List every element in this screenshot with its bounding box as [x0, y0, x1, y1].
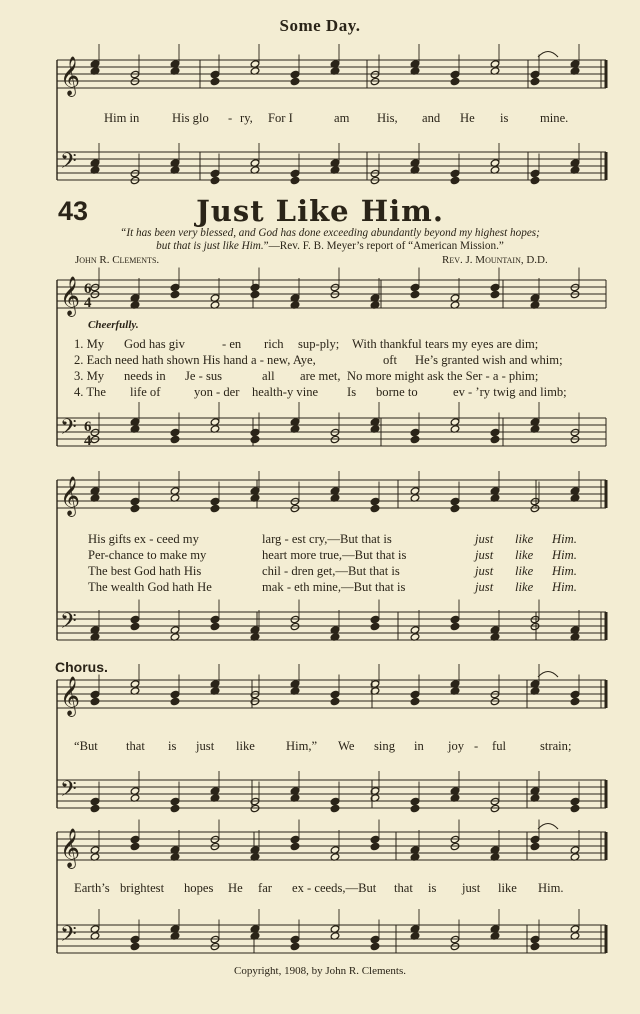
note-head [450, 176, 460, 184]
lyric-word: like [515, 564, 534, 578]
note-head [450, 70, 460, 78]
lyric-word: No more might ask the Ser - a - phim; [347, 369, 539, 383]
lyric-word: We [338, 739, 355, 753]
lyricist-credit: John R. Clements. [75, 254, 160, 266]
note-head [410, 283, 420, 291]
note-head [530, 842, 540, 850]
note-head [450, 504, 460, 512]
note-head [90, 797, 100, 805]
note-head [90, 283, 100, 291]
lyric-word: like [515, 532, 534, 546]
lyric-word: and [422, 111, 441, 125]
note-head [130, 835, 140, 843]
lyric-word: For I [268, 111, 293, 125]
lyric-word: just [475, 548, 494, 562]
note-head [570, 290, 580, 298]
lyric-word: just [475, 564, 494, 578]
note-head [130, 497, 140, 505]
lyric-word: Is [347, 385, 357, 399]
lyric-word: sing [374, 739, 395, 753]
note-head [210, 176, 220, 184]
note-head [330, 690, 340, 698]
lyric-word: God has giv [124, 337, 185, 351]
note-head [370, 935, 380, 943]
lyric-word: mine. [540, 111, 569, 125]
lyric-word: He [460, 111, 475, 125]
note-head [290, 622, 300, 630]
note-head [170, 797, 180, 805]
lyric-word: that [126, 739, 145, 753]
note-head [370, 176, 380, 184]
lyric-word: Je - sus [185, 369, 223, 383]
note-head [170, 428, 180, 436]
lyric-word: borne to [376, 385, 418, 399]
chorus-label: Chorus. [55, 659, 108, 675]
note-head [90, 697, 100, 705]
lyric-word: Him. [552, 580, 577, 594]
hymn-number: 43 [58, 196, 89, 226]
note-head [410, 428, 420, 436]
lyric-word: The best God hath His [88, 564, 202, 578]
lyric-word: Him. [552, 548, 577, 562]
note-head [370, 497, 380, 505]
lyric-word: - [228, 111, 233, 125]
note-head [570, 697, 580, 705]
lyric-word: is [500, 111, 509, 125]
note-head [530, 622, 540, 630]
note-head [210, 497, 220, 505]
note-head [210, 835, 220, 843]
note-head [410, 290, 420, 298]
note-head [290, 176, 300, 184]
note-head [250, 290, 260, 298]
time-signature-top-bass: 6 [84, 419, 92, 435]
note-head [90, 804, 100, 812]
fermata-icon [538, 672, 558, 678]
lyric-word: Per-chance to make my [88, 548, 207, 562]
lyric-word: He [228, 881, 243, 895]
note-head [250, 283, 260, 291]
lyric-word: With thankful tears my eyes are dim; [352, 337, 539, 351]
copyright-notice: Copyright, 1908, by John R. Clements. [233, 965, 407, 977]
note-head [290, 497, 300, 505]
note-head [450, 615, 460, 623]
treble-clef-icon: 𝄞 [60, 676, 81, 716]
lyric-word: just [196, 739, 215, 753]
lyric-word: larg - est cry,—But that is [262, 532, 392, 546]
note-head [210, 504, 220, 512]
note-head [490, 690, 500, 698]
lyric-word: mak - eth mine,—But that is [262, 580, 406, 594]
note-head [450, 497, 460, 505]
time-signature-top-treble: 6 [84, 281, 92, 297]
note-head [330, 290, 340, 298]
note-head [130, 70, 140, 78]
epigraph-line-2 [60, 240, 600, 252]
lyric-word: strain; [540, 739, 572, 753]
lyric-word: far [258, 881, 272, 895]
note-head [210, 169, 220, 177]
lyric-word: 2. Each need hath shown His hand a - new, Aye, [74, 353, 316, 367]
note-head [210, 70, 220, 78]
note-head [450, 835, 460, 843]
note-head [370, 504, 380, 512]
lyric-word: The wealth God hath He [88, 580, 212, 594]
note-head [530, 77, 540, 85]
lyric-word: like [498, 881, 517, 895]
note-head [450, 77, 460, 85]
note-head [170, 435, 180, 443]
fermata-icon [538, 824, 558, 830]
note-head [370, 622, 380, 630]
note-head [530, 942, 540, 950]
note-head [570, 690, 580, 698]
previous-hymn-title: Some Day. [279, 16, 361, 35]
lyric-word: hopes [184, 881, 214, 895]
note-head [130, 942, 140, 950]
note-head [370, 77, 380, 85]
lyric-word: oft [383, 353, 397, 367]
note-head [370, 70, 380, 78]
lyric-word: Earth’s [74, 881, 110, 895]
note-head [490, 697, 500, 705]
lyric-word: 1. My [74, 337, 105, 351]
note-head [130, 169, 140, 177]
lyric-word: - en [222, 337, 242, 351]
lyric-word: life of [130, 385, 161, 399]
treble-clef-icon: 𝄞 [60, 276, 81, 316]
note-head [330, 797, 340, 805]
note-head [410, 797, 420, 805]
note-head [130, 615, 140, 623]
note-head [370, 615, 380, 623]
lyric-word: in [414, 739, 424, 753]
lyric-word: heart more true,—But that is [262, 548, 407, 562]
lyric-word: brightest [120, 881, 165, 895]
note-head [90, 435, 100, 443]
bass-clef-icon: 𝄢 [60, 609, 77, 639]
note-head [570, 435, 580, 443]
note-head [530, 835, 540, 843]
note-head [210, 622, 220, 630]
note-head [570, 428, 580, 436]
time-signature-bottom-treble: 4 [84, 295, 92, 311]
note-head [170, 690, 180, 698]
note-head [290, 77, 300, 85]
lyric-word: needs in [124, 369, 166, 383]
lyric-word: is [428, 881, 437, 895]
lyric-word: just [475, 580, 494, 594]
note-head [530, 497, 540, 505]
lyric-word: His glo [172, 111, 209, 125]
lyric-word: ev - ’ry twig and limb; [453, 385, 567, 399]
note-head [210, 942, 220, 950]
lyric-word: like [515, 548, 534, 562]
epigraph-line-1: “It has been very blessed, and God has done exceeding abundantly beyond my highest hopes; [120, 227, 540, 239]
lyric-word: chil - dren get,—But that is [262, 564, 400, 578]
lyric-word: sup-ply; [298, 337, 340, 351]
note-head [130, 622, 140, 630]
lyric-word: - [474, 739, 479, 753]
lyric-word: Him. [552, 564, 577, 578]
tempo-marking: Cheerfully. [88, 319, 139, 331]
note-head [490, 428, 500, 436]
note-head [490, 435, 500, 443]
lyric-word: ful [492, 739, 506, 753]
note-head [330, 804, 340, 812]
lyric-word: am [334, 111, 350, 125]
lyric-word: ry, [240, 111, 253, 125]
lyric-word: ex - ceeds,—But [292, 881, 377, 895]
bass-clef-icon: 𝄢 [60, 149, 77, 179]
lyric-word: He’s granted wish and whim; [415, 353, 563, 367]
lyric-word: Him,” [286, 739, 318, 753]
note-head [530, 169, 540, 177]
note-head [370, 842, 380, 850]
note-head [290, 942, 300, 950]
lyric-word: joy [448, 739, 465, 753]
composer-credit: Rev. J. Mountain, D.D. [442, 254, 548, 266]
hymn-title: Just Like Him. [196, 194, 444, 228]
lyric-word: 3. My [74, 369, 105, 383]
note-head [130, 935, 140, 943]
note-head [490, 290, 500, 298]
note-head [490, 283, 500, 291]
lyric-word: Him in [104, 111, 140, 125]
note-head [370, 835, 380, 843]
treble-clef-icon: 𝄞 [60, 828, 81, 868]
note-head [450, 842, 460, 850]
note-head [530, 176, 540, 184]
note-head [450, 622, 460, 630]
lyric-word: just [462, 881, 481, 895]
bass-clef-icon: 𝄢 [60, 777, 77, 807]
note-head [530, 935, 540, 943]
note-head [290, 70, 300, 78]
epigraph-attribution: ”—Rev. F. B. Meyer’s report of “American Mission.” [263, 240, 504, 252]
note-head [530, 504, 540, 512]
treble-clef-icon: 𝄞 [60, 56, 81, 96]
note-head [170, 283, 180, 291]
note-head [170, 290, 180, 298]
note-head [250, 428, 260, 436]
note-head [410, 435, 420, 443]
note-head [410, 804, 420, 812]
lyric-word: yon - der [194, 385, 240, 399]
note-head [290, 835, 300, 843]
lyric-word: His gifts ex - ceed my [88, 532, 199, 546]
note-head [130, 176, 140, 184]
note-head [450, 169, 460, 177]
lyric-word: health-y vine [252, 385, 319, 399]
note-head [330, 283, 340, 291]
note-head [330, 435, 340, 443]
note-head [370, 169, 380, 177]
note-head [530, 70, 540, 78]
note-head [210, 77, 220, 85]
bass-clef-icon: 𝄢 [60, 922, 77, 952]
lyric-word: like [236, 739, 255, 753]
bass-clef-icon: 𝄢 [60, 415, 77, 445]
note-head [130, 504, 140, 512]
note-head [490, 804, 500, 812]
note-head [570, 797, 580, 805]
note-head [130, 77, 140, 85]
lyric-word: His, [377, 111, 398, 125]
note-head [370, 942, 380, 950]
time-signature-bottom-bass: 4 [84, 433, 92, 449]
note-head [290, 935, 300, 943]
lyric-word: “But [74, 739, 98, 753]
lyric-word: are met, [300, 369, 341, 383]
note-head [290, 504, 300, 512]
fermata-icon [538, 52, 558, 58]
lyric-word: just [475, 532, 494, 546]
note-head [290, 842, 300, 850]
note-head [330, 428, 340, 436]
note-head [570, 283, 580, 291]
lyric-word: Him. [552, 532, 577, 546]
lyric-word: like [515, 580, 534, 594]
note-head [570, 804, 580, 812]
lyric-word: is [168, 739, 177, 753]
note-head [450, 935, 460, 943]
note-head [210, 935, 220, 943]
treble-clef-icon: 𝄞 [60, 476, 81, 516]
note-head [330, 697, 340, 705]
note-head [90, 690, 100, 698]
lyric-word: Him. [538, 881, 564, 895]
note-head [210, 842, 220, 850]
note-head [290, 169, 300, 177]
note-head [250, 435, 260, 443]
note-head [530, 615, 540, 623]
note-head [210, 615, 220, 623]
note-head [410, 690, 420, 698]
lyric-word: all [262, 369, 275, 383]
note-head [90, 428, 100, 436]
note-head [450, 942, 460, 950]
lyric-word: that [394, 881, 413, 895]
note-head [490, 797, 500, 805]
note-head [130, 842, 140, 850]
note-head [170, 804, 180, 812]
note-head [410, 697, 420, 705]
note-head [170, 697, 180, 705]
note-head [290, 615, 300, 623]
lyric-word: 4. The [74, 385, 106, 399]
note-head [90, 290, 100, 298]
lyric-word: rich [264, 337, 284, 351]
epigraph-quote-text: but that is just like Him. [156, 240, 264, 252]
